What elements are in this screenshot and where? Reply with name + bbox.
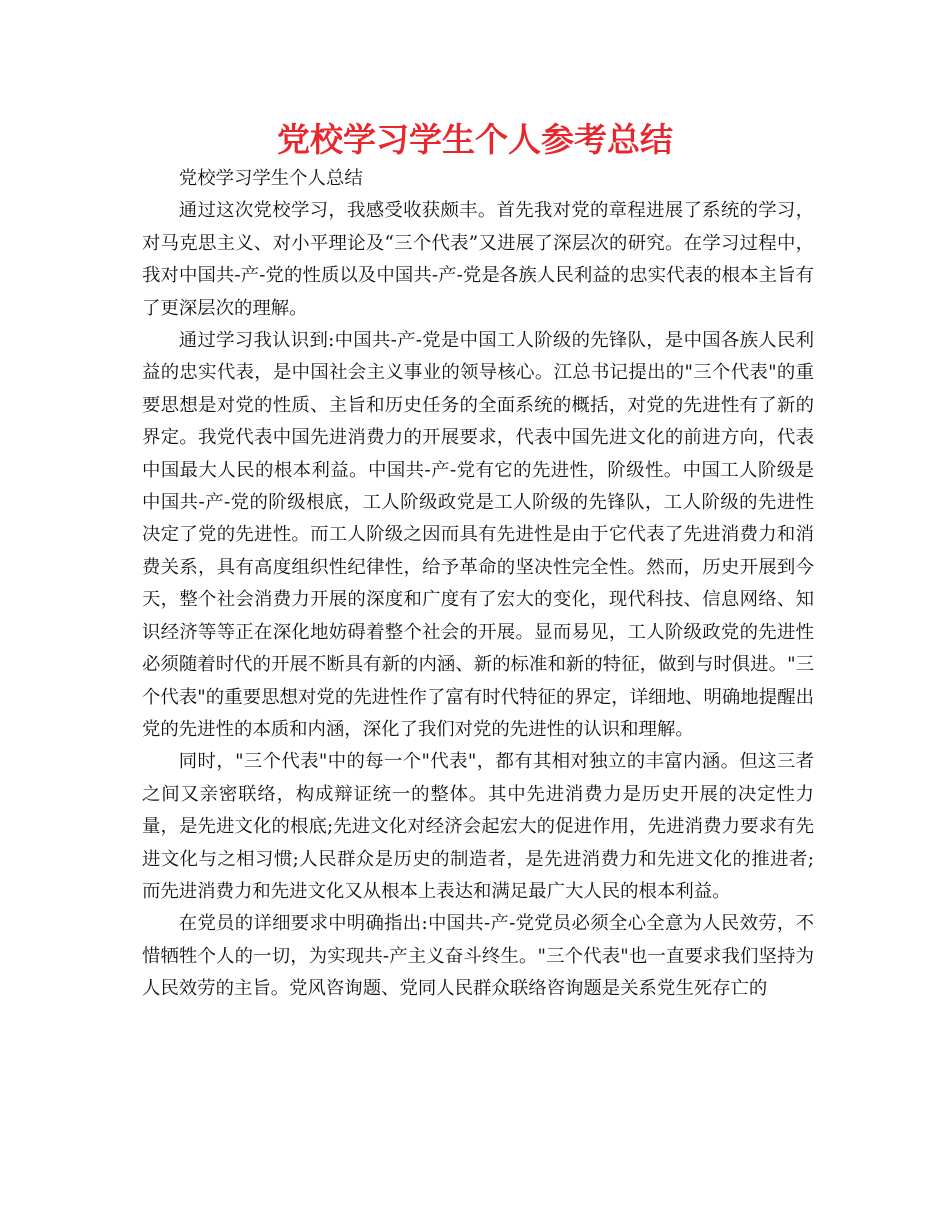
document-title: 党校学习学生个人参考总结 <box>277 120 673 159</box>
body-paragraph: 通过这次党校学习，我感受收获颇丰。首先我对党的章程进展了系统的学习，对马克思主义、对小平理论及“三个代表”又进展了深层次的研究。在学习过程中，我对中国共-产-党的性质以及中国共-产-党是各族人民利益的忠实代表的根本主旨有了更深层次的理解。 <box>142 200 814 319</box>
subtitle-paragraph: 党校学习学生个人总结 <box>178 168 363 189</box>
body-paragraph: 在党员的详细要求中明确指出:中国共-产-党党员必须全心全意为人民效劳，不惜牺牲个人的一切，为实现共-产主义奋斗终生。"三个代表"也一直要求我们坚持为人民效劳的主旨。党风咨询题、党同人民群众联络咨询题是关系党生死存亡的 <box>142 913 814 1000</box>
body-paragraph: 通过学习我认识到:中国共-产-党是中国工人阶级的先锋队，是中国各族人民利益的忠实代表，是中国社会主义事业的领导核心。江总书记提出的"三个代表"的重要思想是对党的性质、主旨和历史任务的全面系统的概括，对党的先进性有了新的界定。我党代表中国先进消费力的开展要求，代表中国先进文化的前进方向，代表中国最大人民的根本利益。中国共-产-党有它的先进性，阶级性。中国工人阶级是中国共-产-党的阶级根底，工人阶级政党是工人阶级的先锋队，工人阶级的先进性决定了党的先进性。而工人阶级之因而具有先进性是由于它代表了先进消费力和消费关系，具有高度组织性纪律性，给予革命的坚决性完全性。然而，历史开展到今天，整个社会消费力开展的深度和广度有了宏大的变化，现代科技、信息网络、知识经济等等正在深化地妨碍着整个社会的开展。显而易见，工人阶级政党的先进性必须随着时代的开展不断具有新的内涵、新的标准和新的特征，做到与时俱进。"三个代表"的重要思想对党的先进性作了富有时代特征的界定，详细地、明确地提醒出党的先进性的本质和内涵，深化了我们对党的先进性的认识和理解。 <box>142 330 814 740</box>
document-body <box>142 163 814 1006</box>
body-paragraph: 同时，"三个代表"中的每一个"代表"，都有其相对独立的丰富内涵。但这三者之间又亲密联络，构成辩证统一的整体。其中先进消费力是历史开展的决定性力量，是先进文化的根底;先进文化对经济会起宏大的促进作用，先进消费力要求有先进文化与之相习惯;人民群众是历史的制造者，是先进消费力和先进文化的推进者;而先进消费力和先进文化又从根本上表达和满足最广大人民的根本利益。 <box>142 751 814 902</box>
